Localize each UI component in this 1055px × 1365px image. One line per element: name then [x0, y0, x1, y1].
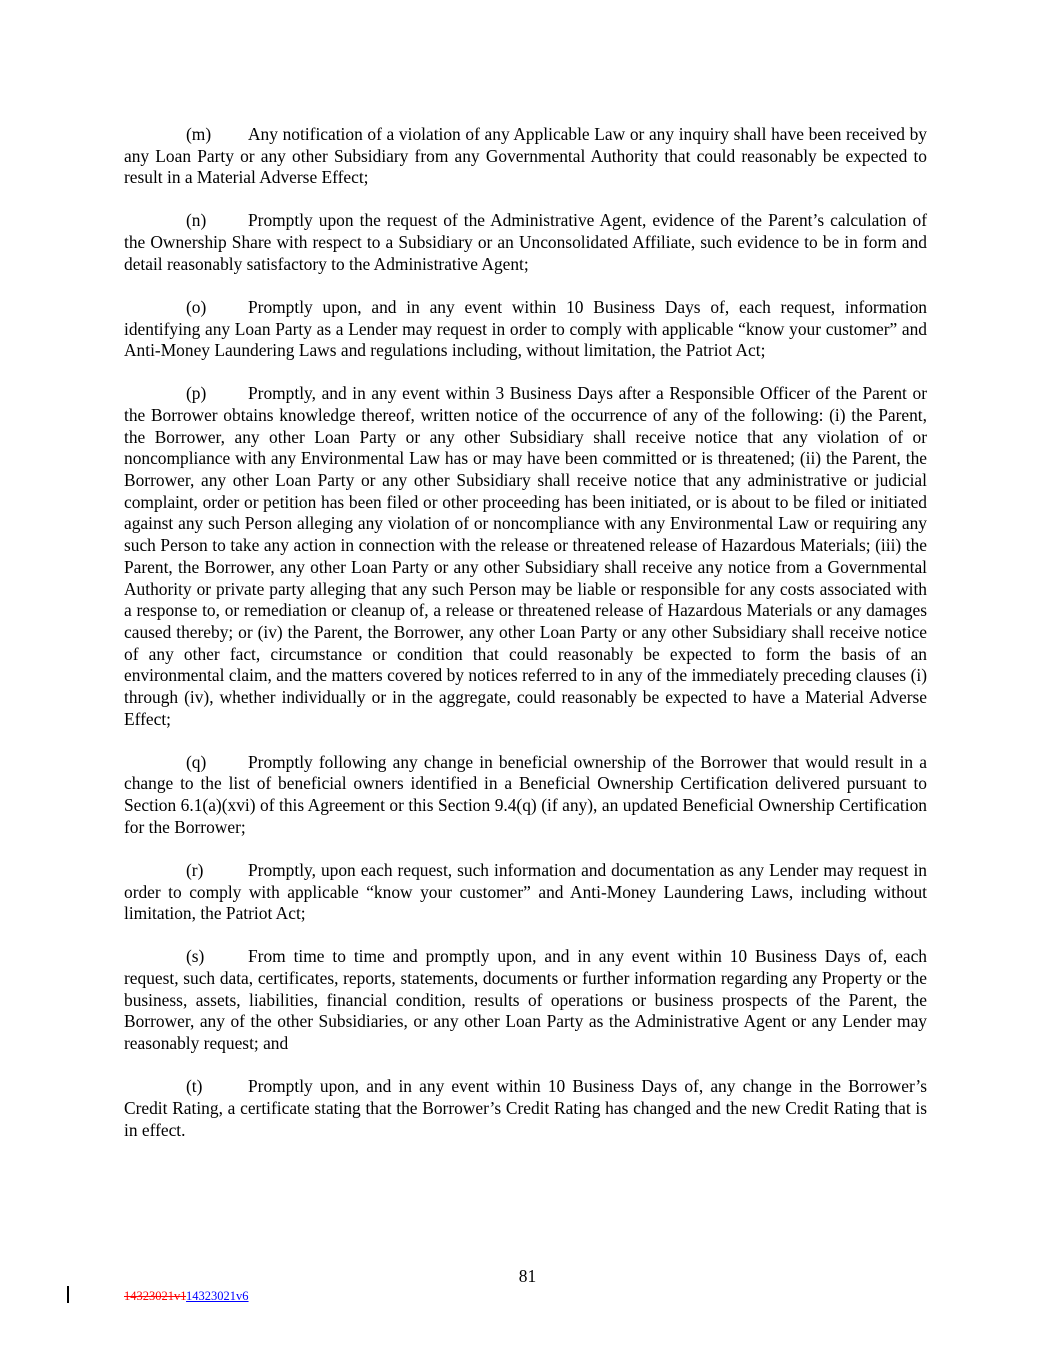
paragraph-t	[124, 1076, 927, 1141]
document-id-inserted: 14323021v6	[186, 1289, 249, 1303]
paragraph-text: Promptly upon the request of the Administrative Agent, evidence of the Parent’s calculation of the Ownership Share with respect to a Subsidiary or an Unconsolidated Affiliate, such evidence to be in form and detail reasonably satisfactory to the Administrative Agent;	[124, 210, 927, 274]
paragraph-q	[124, 752, 927, 839]
paragraph-text: Promptly, upon each request, such information and documentation as any Lender may request in order to comply with applicable “know your customer” and Anti-Money Laundering Laws, including without limitation, the Patriot Act;	[124, 859, 927, 924]
paragraph-label: (s)	[186, 946, 205, 967]
paragraph-n	[124, 210, 927, 275]
paragraph-text: Promptly upon, and in any event within 10 Business Days of, any change in the Borrower’s Credit Rating, a certificate stating that the Borrower’s Credit Rating has changed and the new Credit Rating that is in effect.	[124, 1076, 927, 1140]
revision-change-bar	[67, 1286, 69, 1303]
paragraph-m	[124, 124, 927, 189]
paragraph-text: From time to time and promptly upon, and in any event within 10 Business Days of, each request, such data, certificates, reports, statements, documents or further information regarding any Property or the business, assets, liabilities, financial condition, results of operations or business prospects of the Parent, the Borrower, any of the other Subsidiaries, or any other Loan Party as the Administrative Agent or any Lender may reasonably request; and	[124, 946, 927, 1054]
document-body	[124, 124, 927, 1163]
paragraph-p	[124, 383, 927, 730]
page-number: 81	[518, 1266, 537, 1286]
paragraph-label: (o)	[186, 296, 207, 317]
paragraph-label: (q)	[186, 751, 207, 772]
paragraph-label: (t)	[186, 1076, 203, 1097]
paragraph-label: (n)	[186, 210, 207, 231]
paragraph-s	[124, 946, 927, 1055]
paragraph-text: Promptly, and in any event within 3 Business Days after a Responsible Officer of the Parent or the Borrower obtains knowledge thereof, written notice of the occurrence of any of the following: (i) the Parent, the Borrower, any other Loan Party or any other Subsidiary shall receive notice that any violation of or noncompliance with any Environmental Law has or may have been committed or is threatened; (ii) the Parent, the Borrower, any other Loan Party or any other Subsidiary shall receive notice that any administrative or judicial complaint, order or petition has been filed or other proceeding has been initiated, or is about to be filed or initiated against any such Person alleging any violation of or noncompliance with any Environmental Law or requiring any such Person to take any action in connection with the release or threatened release of Hazardous Materials; (iii) the Parent, the Borrower, any other Loan Party or any other Subsidiary shall receive any notice from a Governmental Authority or private party alleging that any such Person may be liable or responsible for any costs associated with a response to, or remediation or cleanup of, a release or threatened release of Hazardous Materials or any damages caused thereby; or (iv) the Parent, the Borrower, any other Loan Party or any other Subsidiary shall receive notice of any other fact, circumstance or condition that could reasonably be expected to form the basis of an environmental claim, and the matters covered by notices referred to in any of the immediately preceding clauses (i) through (iv), whether individually or in the aggregate, could reasonably be expected to have a Material Adverse Effect;	[124, 383, 927, 729]
paragraph-label: (p)	[186, 383, 207, 404]
paragraph-o	[124, 297, 927, 362]
paragraph-text: Any notification of a violation of any Applicable Law or any inquiry shall have been received by any Loan Party or any other Subsidiary from any Governmental Authority that could reasonably be expected to result in a Material Adverse Effect;	[124, 124, 927, 188]
paragraph-text: Promptly following any change in beneficial ownership of the Borrower that would result in a change to the list of beneficial owners identified in a Beneficial Ownership Certification delivered pursuant to Section 6.1(a)(xvi) of this Agreement or this Section 9.4(q) (if any), an updated Beneficial Ownership Certification for the Borrower;	[124, 751, 927, 837]
paragraph-r	[124, 860, 927, 925]
document-id-deleted: 14323021v1	[124, 1289, 187, 1303]
paragraph-text: Promptly upon, and in any event within 10 Business Days of, each request, information identifying any Loan Party as a Lender may request in order to comply with applicable “know your customer” and Anti-Money Laundering Laws and regulations including, without limitation, the Patriot Act;	[124, 296, 927, 361]
document-id	[124, 1289, 249, 1304]
paragraph-label: (m)	[186, 124, 212, 144]
paragraph-label: (r)	[186, 859, 204, 880]
